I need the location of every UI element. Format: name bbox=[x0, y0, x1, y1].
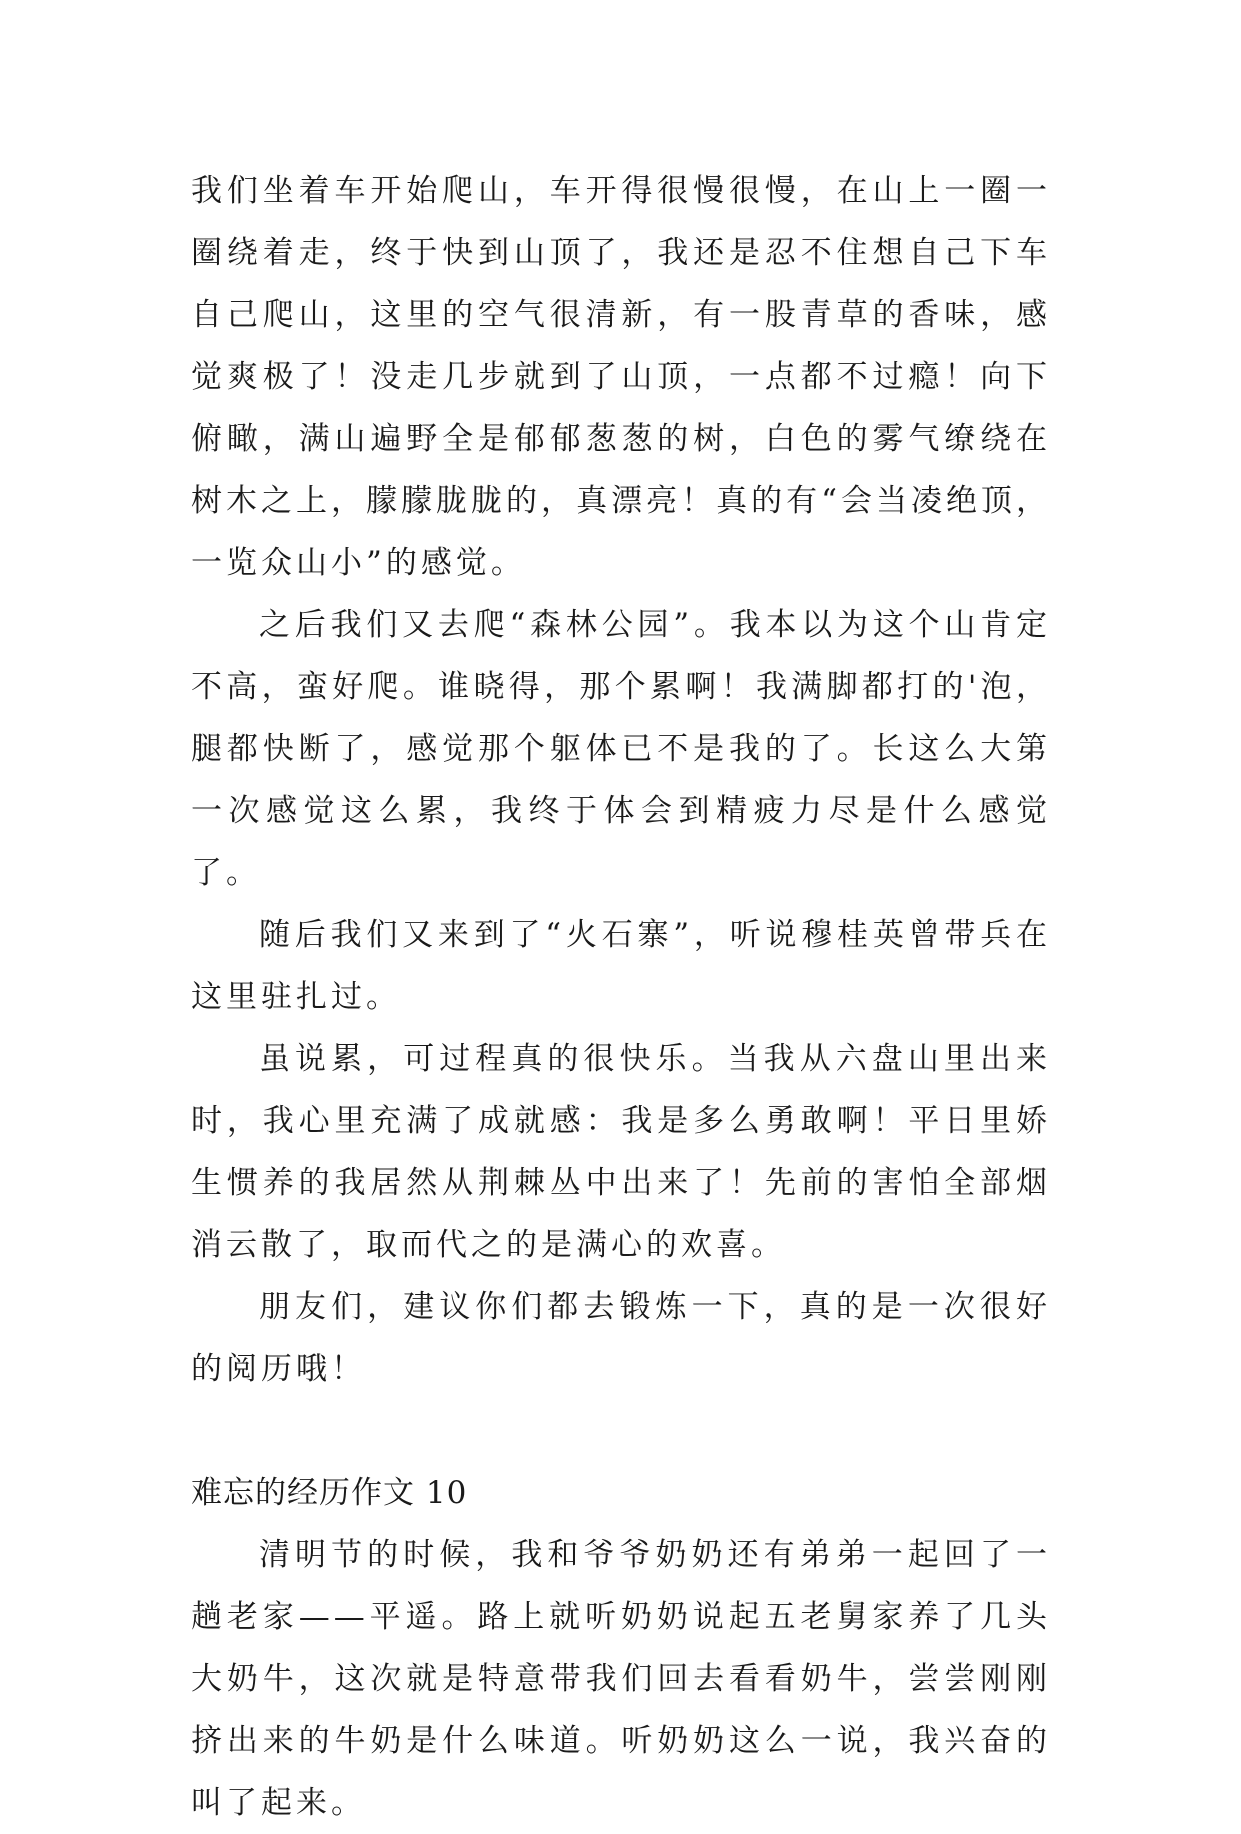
paragraph-forest-park: 之后我们又去爬“森林公园”。我本以为这个山肯定不高，蛮好爬。谁晓得，那个累啊！我满脚都打的'泡，腿都快断了，感觉那个躯体已不是我的了。长这么大第一次感觉这么累，我终于体会到精疲力尽是什么感觉了。 bbox=[191, 607, 1051, 891]
paragraph-advice: 朋友们，建议你们都去锻炼一下，真的是一次很好的阅历哦！ bbox=[191, 1289, 1051, 1387]
paragraph-mountain-drive: 我们坐着车开始爬山，车开得很慢很慢，在山上一圈一圈绕着走，终于快到山顶了，我还是忍不住想自己下车自己爬山，这里的空气很清新，有一股青草的香味，感觉爽极了！没走几步就到了山顶，一点都不过瘾！向下俯瞰，满山遍野全是郁郁葱葱的树，白色的雾气缭绕在树木之上，朦朦胧胧的，真漂亮！真的有“会当凌绝顶，一览众山小”的感觉。 bbox=[191, 173, 1051, 581]
paragraph-reflection: 虽说累，可过程真的很快乐。当我从六盘山里出来时，我心里充满了成就感：我是多么勇敢啊！平日里娇生惯养的我居然从荆棘丛中出来了！先前的害怕全部烟消云散了，取而代之的是满心的欢喜。 bbox=[191, 1041, 1051, 1263]
document-body bbox=[191, 160, 1051, 1834]
paragraph-huoshizhai: 随后我们又来到了“火石寨”，听说穆桂英曾带兵在这里驻扎过。 bbox=[191, 917, 1051, 1015]
section-title: 难忘的经历作文 10 bbox=[191, 1475, 468, 1511]
section-spacer bbox=[191, 1400, 1051, 1462]
paragraph-qingming: 清明节的时候，我和爷爷奶奶还有弟弟一起回了一趟老家——平遥。路上就听奶奶说起五老舅家养了几头大奶牛，这次就是特意带我们回去看看奶牛，尝尝刚刚挤出来的牛奶是什么味道。听奶奶这么一说，我兴奋的叫了起来。 bbox=[191, 1537, 1051, 1821]
